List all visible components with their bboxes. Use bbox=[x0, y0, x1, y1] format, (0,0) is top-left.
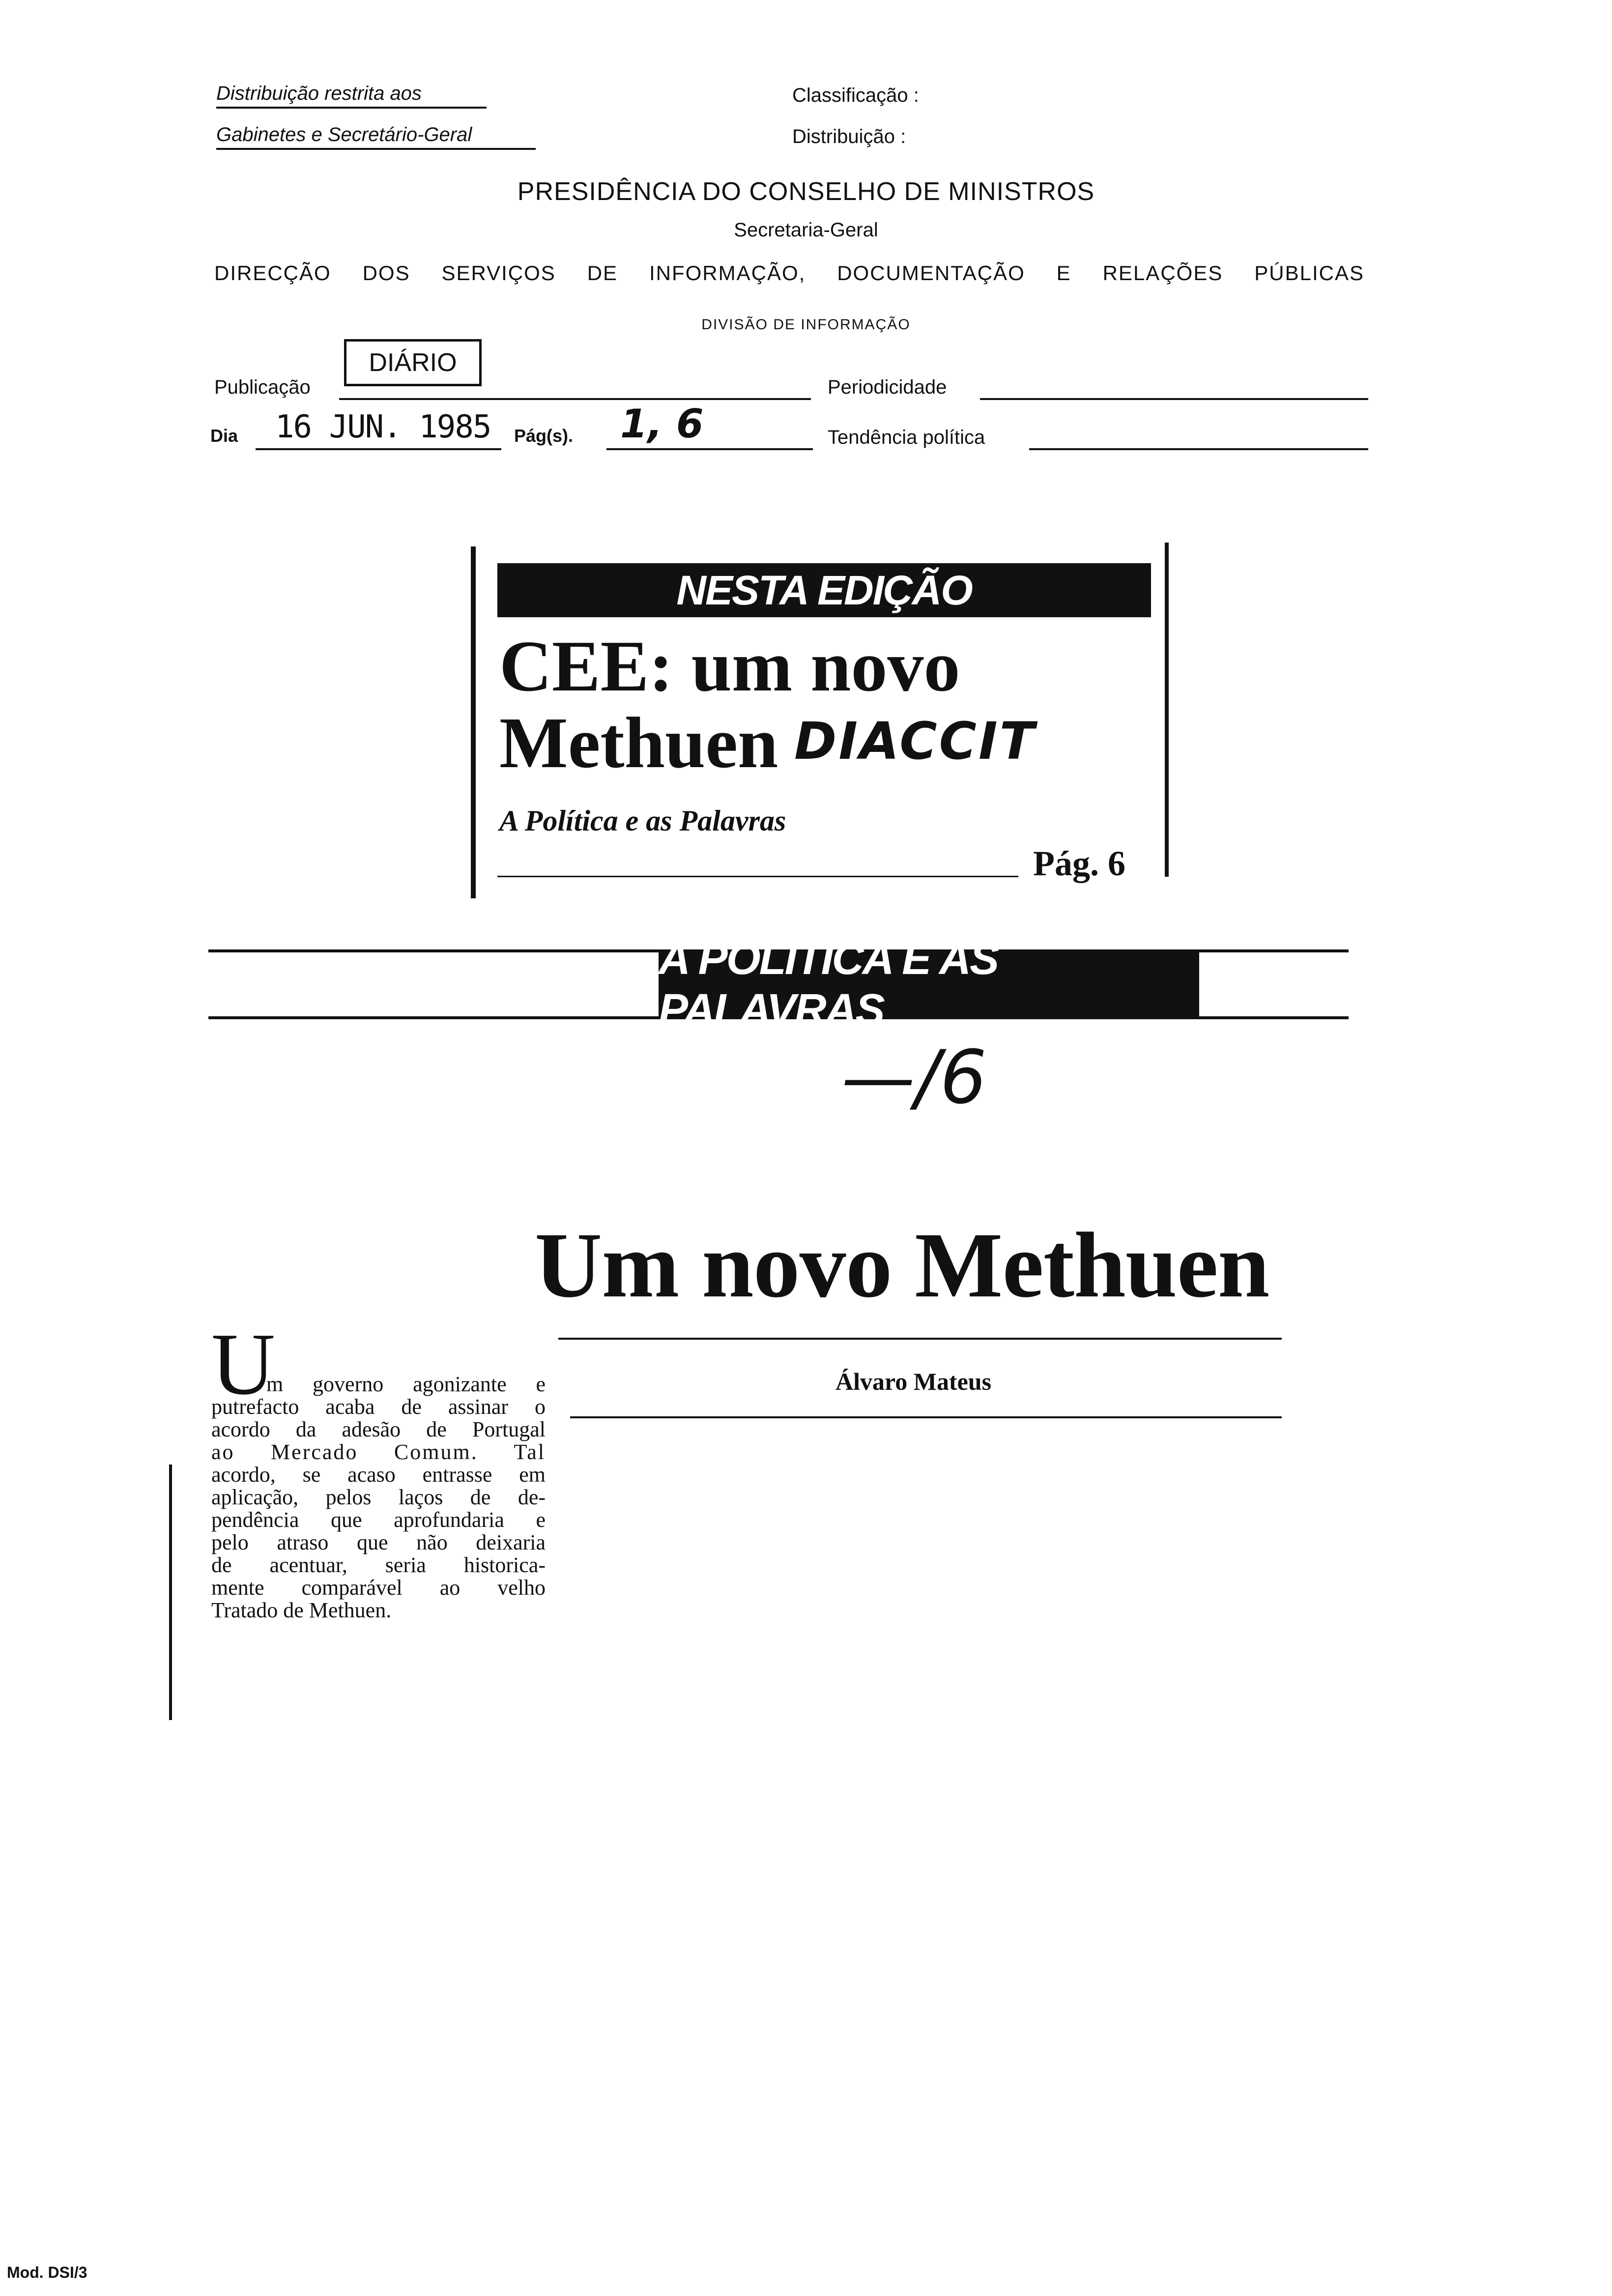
dia-value: 16 JUN. 1985 bbox=[275, 409, 491, 445]
teaser-page-ref: Pág. 6 bbox=[1033, 844, 1125, 883]
form-code: Mod. DSI/3 bbox=[7, 2264, 87, 2281]
body-line: acordo da adesão de Portugal bbox=[211, 1417, 546, 1441]
teaser-banner-text: NESTA EDIÇÃO bbox=[676, 567, 972, 613]
body-line: acordo, se acaso entrasse em bbox=[211, 1463, 546, 1487]
section-banner-text: A POLÍTICA E AS PALAVRAS bbox=[659, 935, 998, 1034]
body-line: Tratado de Methuen. bbox=[211, 1598, 392, 1622]
division: DIVISÃO DE INFORMAÇÃO bbox=[701, 316, 911, 333]
distribuicao-label: Distribuição : bbox=[792, 126, 906, 147]
org-title: PRESIDÊNCIA DO CONSELHO DE MINISTROS bbox=[517, 177, 1095, 206]
periodicidade-label: Periodicidade bbox=[828, 376, 947, 398]
body-line: pendência que aprofundaria e bbox=[211, 1508, 546, 1532]
periodicidade-line bbox=[980, 398, 1368, 400]
handwritten-page-number: —/6 bbox=[841, 1035, 987, 1120]
article-author: Álvaro Mateus bbox=[835, 1368, 992, 1395]
body-line: m governo agonizante e bbox=[266, 1372, 546, 1396]
publicacao-label: Publicação bbox=[214, 376, 311, 398]
body-line: ao Mercado Comum. Tal bbox=[211, 1440, 546, 1464]
body-line: de acentuar, seria historica- bbox=[211, 1553, 546, 1577]
author-bottom-rule bbox=[570, 1416, 1282, 1418]
body-line: putrefacto acaba de assinar o bbox=[211, 1395, 546, 1419]
section-banner bbox=[659, 935, 1199, 1034]
publicacao-stamp: DIÁRIO bbox=[344, 339, 482, 386]
dia-label: Dia bbox=[210, 426, 238, 446]
classificacao-label: Classificação : bbox=[792, 85, 919, 106]
tendencia-line bbox=[1029, 448, 1368, 450]
teaser-headline-line1: CEE: um novo bbox=[499, 626, 960, 707]
tendencia-label: Tendência política bbox=[828, 427, 985, 448]
teaser-left-rule bbox=[471, 546, 476, 898]
directorate: DIRECÇÃO DOS SERVIÇOS DE INFORMAÇÃO, DOCUMENTAÇÃO E RELAÇÕES PÚBLICAS bbox=[214, 261, 1364, 285]
pags-line bbox=[606, 448, 813, 450]
article-title: Um novo Methuen bbox=[535, 1214, 1269, 1317]
teaser-handwritten-note: DIACCIT bbox=[794, 711, 1036, 771]
teaser-right-rule bbox=[1165, 543, 1169, 877]
drop-cap: U bbox=[211, 1315, 275, 1413]
org-subtitle: Secretaria-Geral bbox=[734, 219, 878, 241]
author-top-rule bbox=[558, 1338, 1282, 1340]
pags-value: 1, 6 bbox=[620, 401, 704, 447]
teaser-section: A Política e as Palavras bbox=[499, 804, 786, 837]
publicacao-line bbox=[339, 398, 811, 400]
teaser-page-line bbox=[497, 876, 1018, 877]
body-column-rule bbox=[169, 1464, 172, 1720]
body-line: pelo atraso que não deixaria bbox=[211, 1530, 546, 1554]
restriction-line-2: Gabinetes e Secretário-Geral bbox=[216, 124, 536, 150]
dia-line bbox=[256, 448, 501, 450]
teaser-banner bbox=[497, 563, 1151, 617]
article-body bbox=[211, 1373, 546, 1622]
pags-label: Pág(s). bbox=[514, 426, 574, 446]
body-line: mente comparável ao velho bbox=[211, 1576, 546, 1600]
teaser-headline-line2: Methuen bbox=[499, 703, 778, 783]
body-line: aplicação, pelos laços de de- bbox=[211, 1485, 546, 1509]
restriction-line-1: Distribuição restrita aos bbox=[216, 83, 487, 109]
